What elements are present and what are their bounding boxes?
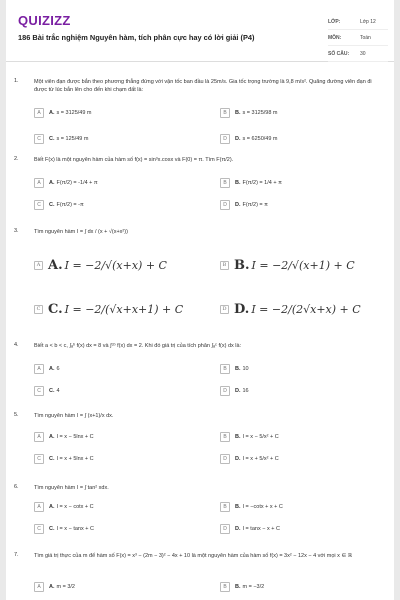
option-d[interactable] <box>220 386 249 396</box>
option-text: 16 <box>242 388 249 394</box>
option-text: I = x − cotx + C <box>56 504 94 510</box>
option-c[interactable] <box>34 386 60 396</box>
option-box: C <box>34 305 43 314</box>
option-b[interactable] <box>220 254 355 276</box>
option-text: s = 3125/98 m <box>242 110 278 116</box>
option-c[interactable] <box>34 134 88 144</box>
option-box: A <box>34 108 44 118</box>
option-box: A <box>34 502 44 512</box>
option-a[interactable] <box>34 364 60 374</box>
question-number: 2. <box>14 156 19 162</box>
question-number: 4. <box>14 342 19 348</box>
option-b[interactable] <box>220 432 279 442</box>
option-box: D <box>220 305 229 314</box>
option-box: D <box>220 454 230 464</box>
option-letter: D. <box>235 136 241 142</box>
option-box: C <box>34 386 44 396</box>
option-c[interactable] <box>34 298 183 320</box>
question-number: 5. <box>14 412 19 418</box>
option-letter: B. <box>234 257 250 273</box>
worksheet-header <box>6 0 394 62</box>
option-letter: D. <box>235 526 241 532</box>
option-box: A <box>34 432 44 442</box>
option-box: D <box>220 386 230 396</box>
option-box: B <box>220 582 230 592</box>
option-text: I = tanx − x + C <box>242 526 280 532</box>
question-text: Tìm nguyên hàm I = ∫ dx / (x + √(x+x²)) <box>34 229 128 235</box>
option-letter: B. <box>235 504 241 510</box>
option-box: D <box>220 200 230 210</box>
option-text: I = x − 5/x² + C <box>242 434 279 440</box>
option-d[interactable] <box>220 454 279 464</box>
question-text: Tìm nguyên hàm I = ∫ (x+1)/x dx. <box>34 413 114 419</box>
option-box: C <box>34 524 44 534</box>
option-letter: D. <box>235 388 241 394</box>
option-letter: A. <box>48 257 63 273</box>
option-box: A <box>34 582 44 592</box>
option-box: A <box>34 178 44 188</box>
option-letter: C. <box>49 526 55 532</box>
option-box: A <box>34 261 43 270</box>
option-text: F(π/2) = 1/4 + π <box>242 180 282 186</box>
option-text: I = −2/(2√x+x) + C <box>251 302 361 316</box>
question-text: Biết F(x) là một nguyên hàm của hàm số f(x) = sin³x.cosx và F(0) = π. Tìm F(π/2). <box>34 157 234 163</box>
option-letter: A. <box>49 434 55 440</box>
quizizz-logo: QUIZIZZ <box>18 13 71 28</box>
option-a[interactable] <box>34 108 92 118</box>
option-letter: C. <box>49 456 55 462</box>
question-text: Một viên đạn được bắn theo phương thẳng đứng với vận tốc ban đầu là 25m/s. Gia tốc trọng trường là 9,8 m/s². Quãng đường viên đạn đi được từ lúc bắn lên cho đến khi chạm đất là: <box>34 79 372 93</box>
meta-label: SỐ CÂU: <box>328 50 350 57</box>
option-text: I = x + 5lnx + C <box>56 456 94 462</box>
option-box: B <box>220 432 230 442</box>
meta-row-subject <box>328 30 388 46</box>
worksheet-title: 186 Bài trắc nghiệm Nguyên hàm, tích phân cực hay có lời giải (P4) <box>18 33 255 42</box>
option-text: F(π/2) = -π <box>56 202 84 208</box>
option-letter: D. <box>234 301 250 317</box>
option-text: s = 125/49 m <box>56 136 89 142</box>
option-c[interactable] <box>34 200 84 210</box>
meta-value: 30 <box>360 50 366 57</box>
option-text: 10 <box>242 366 249 372</box>
question-text: Tìm giá trị thực của m để hàm số F(x) = x³ − (2m − 3)² − 4x + 10 là một nguyên hàm của hàm số f(x) = 3x² − 12x − 4 với mọi x ∈ ℝ <box>34 553 353 559</box>
option-text: I = −2/(√x+x+1) + C <box>64 302 184 316</box>
question-number: 6. <box>14 484 19 490</box>
option-b[interactable] <box>220 364 249 374</box>
question-number: 3. <box>14 228 19 234</box>
option-d[interactable] <box>220 298 361 320</box>
option-letter: D. <box>235 456 241 462</box>
option-letter: B. <box>235 584 241 590</box>
option-box: B <box>220 178 230 188</box>
option-letter: C. <box>49 136 55 142</box>
option-a[interactable] <box>34 432 94 442</box>
meta-value: Toán <box>360 34 371 41</box>
option-letter: B. <box>235 434 241 440</box>
option-letter: C. <box>49 202 55 208</box>
meta-label: LỚP: <box>328 18 341 25</box>
option-text: F(π/2) = π <box>242 202 268 208</box>
option-box: A <box>34 364 44 374</box>
option-letter: A. <box>49 180 55 186</box>
option-letter: A. <box>49 110 55 116</box>
option-letter: B. <box>235 110 241 116</box>
option-letter: B. <box>235 180 241 186</box>
question-text: Biết a < b < c, ∫ₐᵇ f(x) dx = 8 và ∫ᶜᵇ f(x) dx = 2. Khi đó giá trị của tích phân ∫ₐᶜ f(x) dx là: <box>34 343 242 349</box>
option-a[interactable] <box>34 502 94 512</box>
option-text: I = −2/√(x+x) + C <box>64 258 167 272</box>
option-c[interactable] <box>34 524 94 534</box>
option-letter: C. <box>49 388 55 394</box>
option-letter: C. <box>48 301 63 317</box>
question-number: 1. <box>14 78 19 84</box>
option-text: m = 3/2 <box>56 584 75 590</box>
option-box: C <box>34 200 44 210</box>
option-text: 6 <box>56 366 60 372</box>
option-letter: A. <box>49 504 55 510</box>
option-text: F(π/2) = -1/4 + π <box>56 180 98 186</box>
option-box: B <box>220 108 230 118</box>
option-b[interactable] <box>220 178 282 188</box>
worksheet-meta <box>328 14 388 62</box>
option-a[interactable] <box>34 178 98 188</box>
meta-row-class <box>328 14 388 30</box>
meta-value: Lớp 12 <box>360 18 376 25</box>
option-text: 4 <box>56 388 60 394</box>
option-c[interactable] <box>34 454 94 464</box>
option-text: s = 6250/49 m <box>242 136 278 142</box>
option-box: B <box>220 502 230 512</box>
question-number: 7. <box>14 552 19 558</box>
option-text: m = −3/2 <box>242 584 265 590</box>
option-d[interactable] <box>220 134 278 144</box>
option-box: D <box>220 134 230 144</box>
option-d[interactable] <box>220 200 268 210</box>
option-box: B <box>220 364 230 374</box>
option-text: I = −2/√(x+1) + C <box>251 258 355 272</box>
option-text: I = −cotx + x + C <box>242 504 283 510</box>
option-box: C <box>34 134 44 144</box>
meta-row-count <box>328 46 388 62</box>
option-letter: B. <box>235 366 241 372</box>
option-b[interactable] <box>220 582 264 592</box>
option-box: C <box>34 454 44 464</box>
option-box: B <box>220 261 229 270</box>
option-letter: D. <box>235 202 241 208</box>
option-a[interactable] <box>34 582 75 592</box>
worksheet-page <box>6 0 394 600</box>
option-box: D <box>220 524 230 534</box>
option-b[interactable] <box>220 502 283 512</box>
option-text: I = x − tanx + C <box>56 526 94 532</box>
question-text: Tìm nguyên hàm I = ∫ tan² xdx. <box>34 485 109 491</box>
meta-label: MÔN: <box>328 34 342 41</box>
option-text: I = x + 5/x² + C <box>242 456 279 462</box>
option-b[interactable] <box>220 108 278 118</box>
option-d[interactable] <box>220 524 280 534</box>
option-letter: A. <box>49 584 55 590</box>
option-text: I = x − 5lnx + C <box>56 434 94 440</box>
option-letter: A. <box>49 366 55 372</box>
option-a[interactable] <box>34 254 167 276</box>
option-text: s = 3125/49 m <box>56 110 92 116</box>
